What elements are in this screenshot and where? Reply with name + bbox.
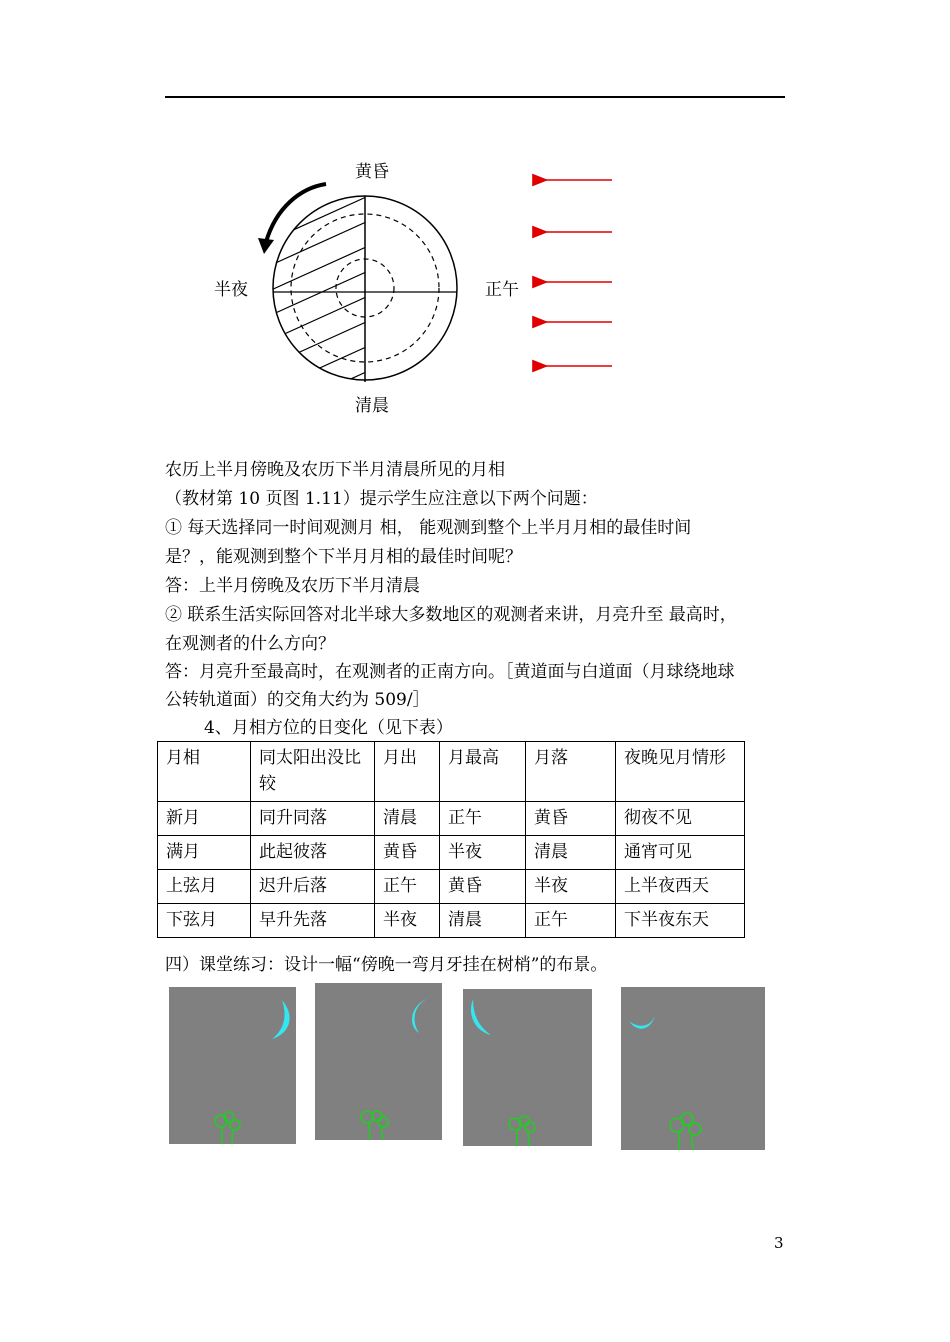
crescent-moon-icon bbox=[272, 1000, 290, 1039]
answer-line: 答：月亮升至最高时，在观测者的正南方向。［黄道面与白道面（月球绕地球 bbox=[165, 662, 735, 682]
practice-heading: 四）课堂练习：设计一幅“傍晚一弯月牙挂在树梢”的布景。 bbox=[165, 955, 608, 975]
label-midnight: 半夜 bbox=[214, 280, 248, 300]
crescent-moon-icon bbox=[412, 999, 427, 1033]
table-cell: 彻夜不见 bbox=[616, 802, 745, 836]
scene-svg bbox=[463, 989, 592, 1146]
table-cell: 半夜 bbox=[526, 870, 616, 904]
table-cell: 半夜 bbox=[440, 836, 526, 870]
table-cell: 正午 bbox=[526, 904, 616, 938]
scene-image-1 bbox=[169, 987, 296, 1144]
table-header-cell: 月最高 bbox=[440, 742, 526, 802]
table-cell: 黄昏 bbox=[375, 836, 440, 870]
table-cell: 黄昏 bbox=[440, 870, 526, 904]
table-cell: 上弦月 bbox=[158, 870, 251, 904]
page-number: 3 bbox=[774, 1234, 784, 1252]
section-heading: 4、月相方位的日变化（见下表） bbox=[204, 718, 453, 738]
sunlight-arrows bbox=[545, 180, 612, 366]
table-header-cell: 月出 bbox=[375, 742, 440, 802]
tree-icon bbox=[509, 1116, 535, 1146]
table-header-row bbox=[158, 742, 745, 802]
table-cell: 此起彼落 bbox=[251, 836, 375, 870]
paragraph-line: ② 联系生活实际回答对北半球大多数地区的观测者来讲，月亮升至 最高时， bbox=[165, 605, 737, 625]
rotation-arrow-head bbox=[258, 238, 274, 254]
table-row bbox=[158, 904, 745, 938]
table-cell: 黄昏 bbox=[526, 802, 616, 836]
table-header-cell: 月落 bbox=[526, 742, 616, 802]
table-cell: 同升同落 bbox=[251, 802, 375, 836]
label-noon: 正午 bbox=[485, 280, 519, 300]
table-cell: 正午 bbox=[440, 802, 526, 836]
table-cell: 新月 bbox=[158, 802, 251, 836]
table-cell: 清晨 bbox=[375, 802, 440, 836]
table-row bbox=[158, 836, 745, 870]
table-cell: 下半夜东天 bbox=[616, 904, 745, 938]
table-cell: 正午 bbox=[375, 870, 440, 904]
tree-icon bbox=[670, 1113, 701, 1150]
paragraph-line: 在观测者的什么方向？ bbox=[165, 634, 335, 654]
crescent-moon-icon bbox=[471, 999, 491, 1035]
night-side-hatching bbox=[260, 168, 375, 420]
table-cell: 下弦月 bbox=[158, 904, 251, 938]
scene-image-2 bbox=[315, 983, 442, 1140]
label-dawn: 清晨 bbox=[355, 396, 389, 416]
table-cell: 上半夜西天 bbox=[616, 870, 745, 904]
tree-icon bbox=[361, 1111, 388, 1140]
earth-day-night-diagram bbox=[200, 150, 640, 430]
table-header-cell: 同太阳出没比较 bbox=[251, 742, 375, 802]
table-cell: 清晨 bbox=[440, 904, 526, 938]
scene-svg bbox=[169, 987, 296, 1144]
paragraph-line: 是？，能观测到整个下半月月相的最佳时间呢？ bbox=[165, 547, 522, 567]
table-cell: 早升先落 bbox=[251, 904, 375, 938]
earth-diagram-svg bbox=[200, 150, 640, 430]
table-cell: 满月 bbox=[158, 836, 251, 870]
tree-icon bbox=[215, 1112, 240, 1144]
paragraph-line: （教材第 10 页图 1.11）提示学生应注意以下两个问题： bbox=[165, 489, 598, 509]
paragraph-line: ① 每天选择同一时间观测月 相， 能观测到整个上半月月相的最佳时间 bbox=[165, 518, 692, 538]
header-rule bbox=[165, 96, 785, 98]
scene-image-3 bbox=[463, 989, 592, 1146]
label-dusk: 黄昏 bbox=[355, 162, 389, 182]
crescent-moon-icon bbox=[629, 1015, 655, 1029]
paragraph-line: 农历上半月傍晚及农历下半月清晨所见的月相 bbox=[165, 460, 505, 480]
table-row bbox=[158, 802, 745, 836]
answer-line: 答：上半月傍晚及农历下半月清晨 bbox=[165, 576, 420, 596]
scene-image-4 bbox=[621, 987, 765, 1150]
table-header-cell: 夜晚见月情形 bbox=[616, 742, 745, 802]
table-cell: 清晨 bbox=[526, 836, 616, 870]
scene-svg bbox=[315, 983, 442, 1140]
scene-svg bbox=[621, 987, 765, 1150]
paragraph-line: 公转轨道面）的交角大约为 509/］ bbox=[165, 690, 430, 710]
table-row bbox=[158, 870, 745, 904]
table-header-cell: 月相 bbox=[158, 742, 251, 802]
table-cell: 迟升后落 bbox=[251, 870, 375, 904]
rotation-arrow bbox=[266, 184, 326, 242]
table-cell: 通宵可见 bbox=[616, 836, 745, 870]
moon-phase-table bbox=[157, 741, 745, 938]
table-cell: 半夜 bbox=[375, 904, 440, 938]
